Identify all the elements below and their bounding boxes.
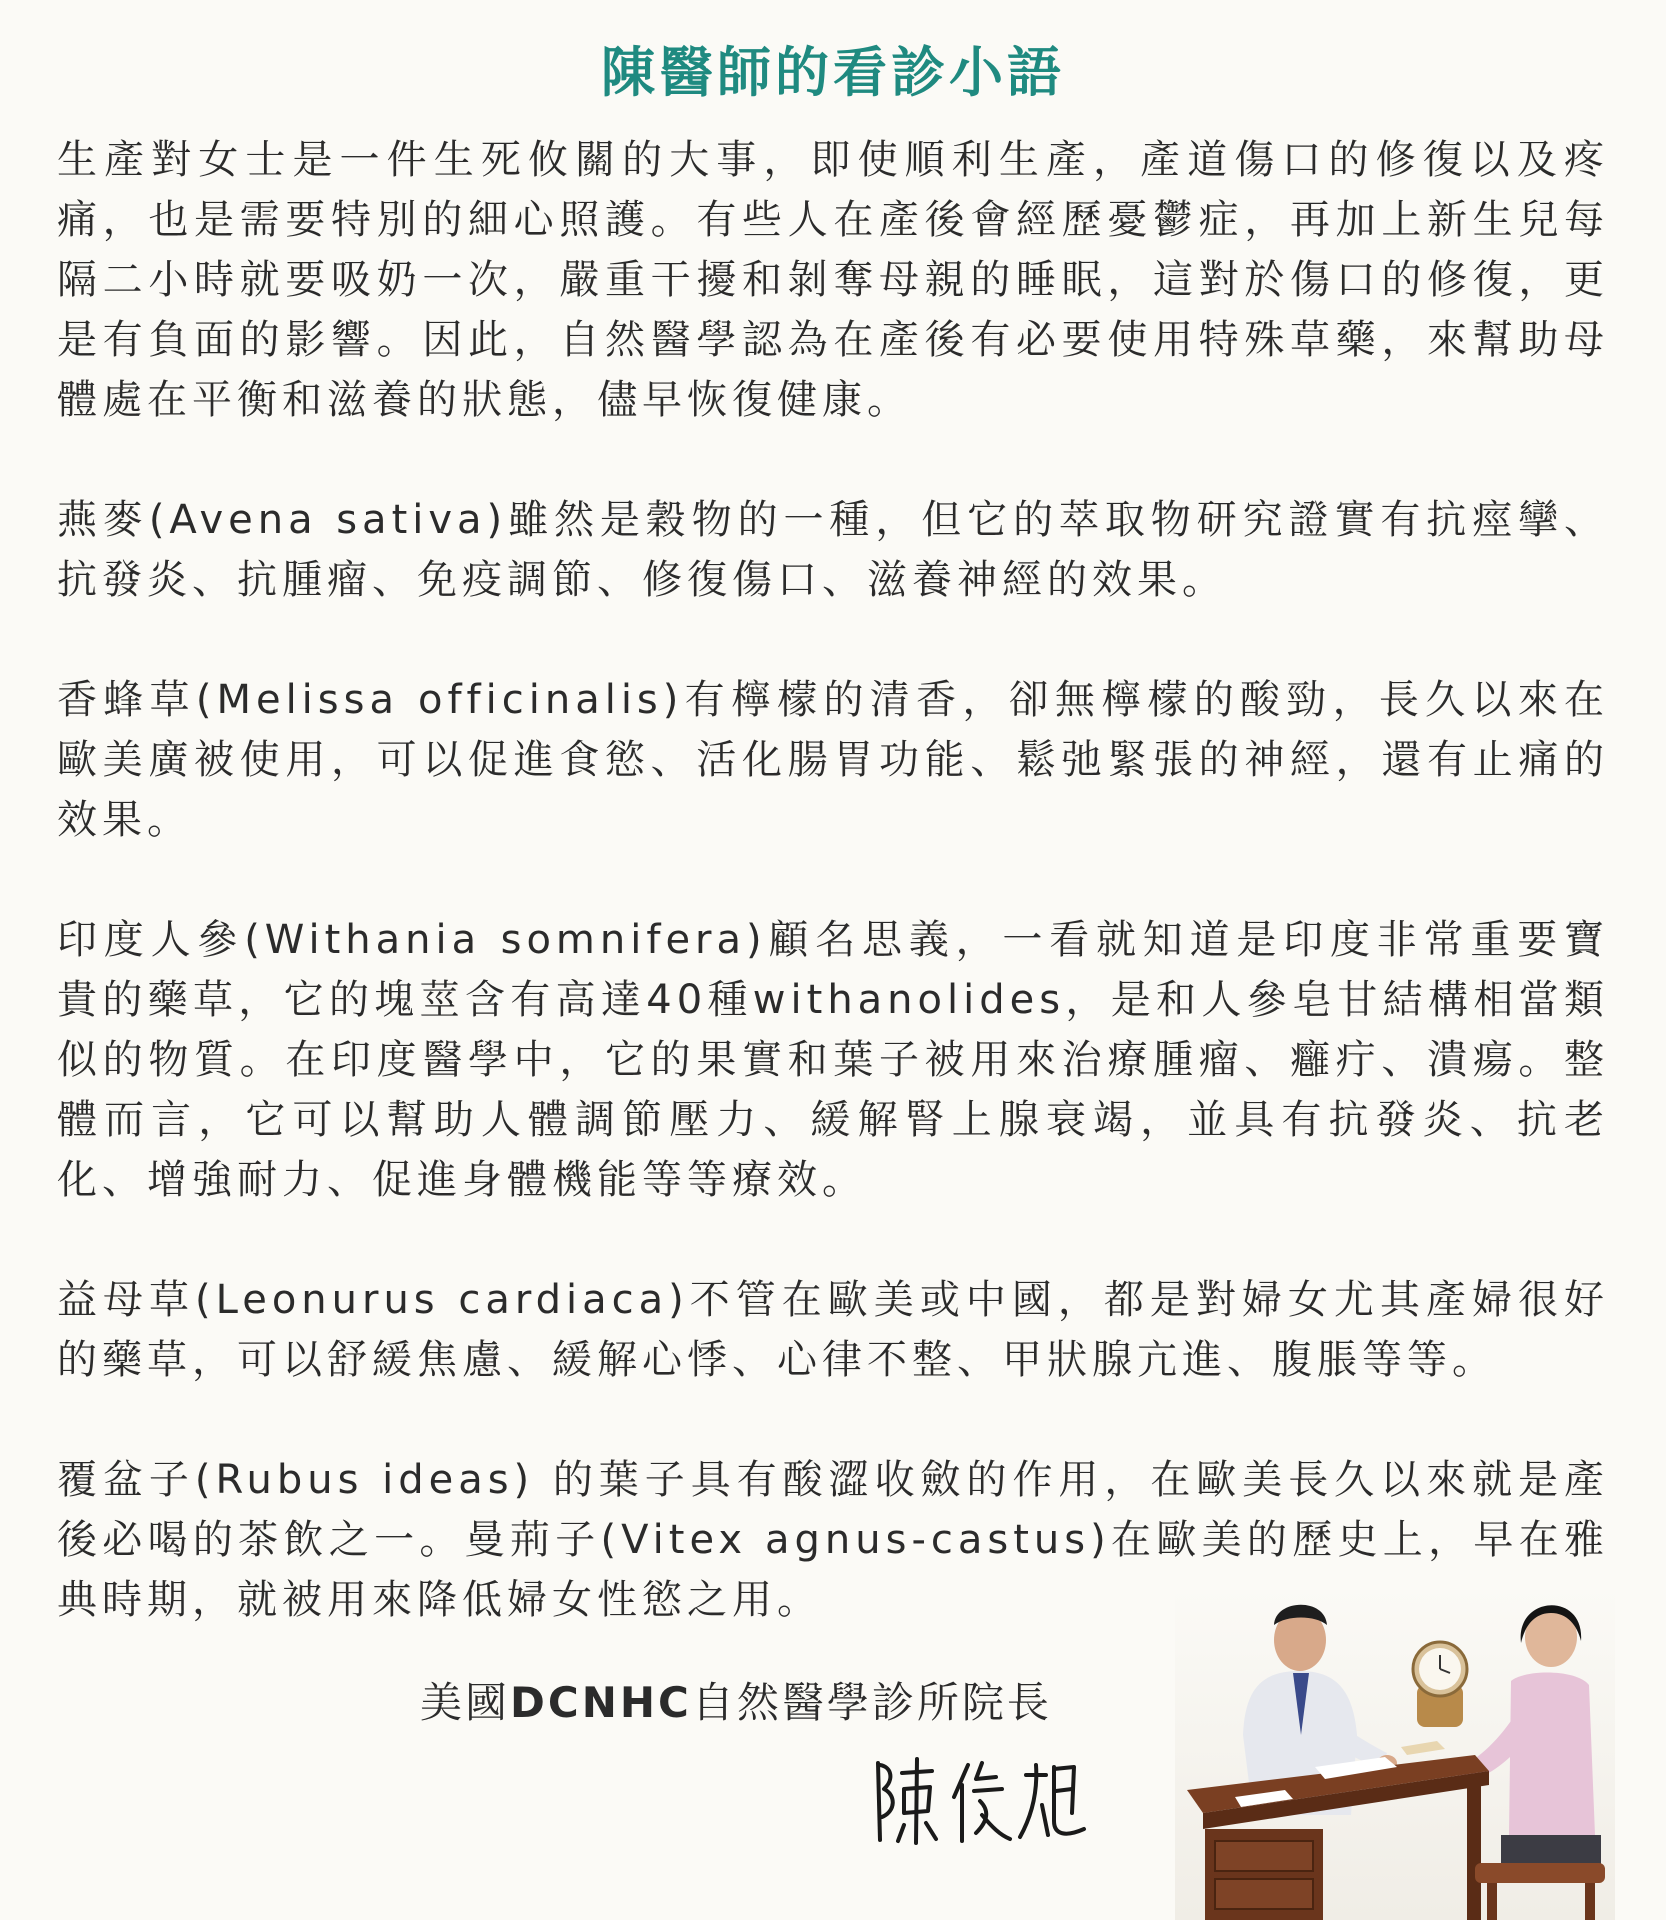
paragraph-lemon-balm: 香蜂草(Melissa officinalis)有檸檬的清香，卻無檸檬的酸勁，長久以來在歐美廣被使用，可以促進食慾、活化腸胃功能、鬆弛緊張的神經，還有止痛的效果。 — [57, 677, 1609, 843]
article-body — [57, 130, 1609, 1690]
paragraph-intro: 生產對女士是一件生死攸關的大事，即使順利生產，產道傷口的修復以及疼痛，也是需要特別的細心照護。有些人在產後會經歷憂鬱症，再加上新生兒每隔二小時就要吸奶一次，嚴重干擾和剝奪母親的睡眠，這對於傷口的修復，更是有負面的影響。因此，自然醫學認為在產後有必要使用特殊草藥，來幫助母體處在平衡和滋養的狀態，儘早恢復健康。 — [57, 137, 1609, 423]
paragraph-ashwagandha: 印度人參(Withania somnifera)顧名思義，一看就知道是印度非常重要寶貴的藥草，它的塊莖含有高達40種withanolides，是和人參皂甘結構相當類似的物質。在印度醫學中，它的果實和葉子被用來治療腫瘤、癰疔、潰瘍。整體而言，它可以幫助人體調節壓力、緩解腎上腺衰竭，並具有抗發炎、抗老化、增強耐力、促進身體機能等等療效。 — [57, 917, 1609, 1203]
handwritten-signature — [870, 1745, 1090, 1855]
paragraph-raspberry-vitex: 覆盆子(Rubus ideas) 的葉子具有酸澀收斂的作用，在歐美長久以來就是產後必喝的茶飲之一。曼荊子(Vitex agnus-castus)在歐美的歷史上，早在雅典時期，就被用來降低婦女性慾之用。 — [57, 1457, 1609, 1623]
paragraph-oats: 燕麥(Avena sativa)雖然是穀物的一種，但它的萃取物研究證實有抗痙攣、抗發炎、抗腫瘤、免疫調節、修復傷口、滋養神經的效果。 — [57, 497, 1609, 603]
consultation-photo — [1175, 1585, 1615, 1920]
page-title: 陳醫師的看診小語 — [601, 41, 1065, 104]
author-title-prefix: 美國 — [420, 1678, 511, 1727]
clock-icon — [1413, 1642, 1467, 1727]
author-title — [420, 1670, 1052, 1730]
paragraph-motherwort: 益母草(Leonurus cardiaca)不管在歐美或中國，都是對婦女尤其產婦很好的藥草，可以舒緩焦慮、緩解心悸、心律不整、甲狀腺亢進、腹脹等等。 — [57, 1277, 1609, 1383]
author-title-suffix: 自然醫學診所院長 — [691, 1678, 1052, 1727]
clinic-brand: DCNHC — [510, 1678, 692, 1727]
